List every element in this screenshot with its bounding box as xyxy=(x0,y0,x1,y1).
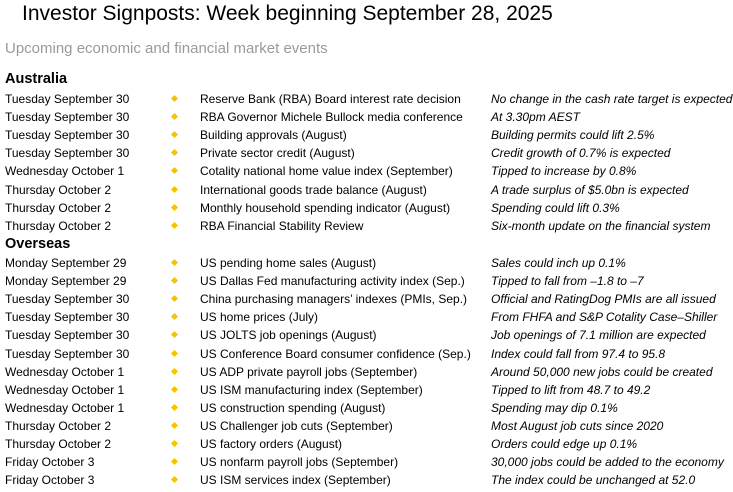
event-name: US ISM manufacturing index (September) xyxy=(200,382,423,397)
table-row xyxy=(0,345,733,363)
event-date: Monday September 29 xyxy=(5,256,127,270)
section-heading-australia: Australia xyxy=(5,71,68,87)
table-row xyxy=(0,162,733,180)
event-name: RBA Governor Michele Bullock media conference xyxy=(200,110,463,125)
event-note: Job openings of 7.1 million are expected xyxy=(491,328,706,343)
bullet-diamond-icon xyxy=(171,459,179,465)
page-subtitle: Upcoming economic and financial market events xyxy=(5,40,328,57)
event-name: US ISM services index (September) xyxy=(200,473,391,488)
event-note: Orders could edge up 0.1% xyxy=(491,437,638,451)
bullet-diamond-icon xyxy=(171,387,179,393)
event-date: Wednesday October 1 xyxy=(5,164,125,179)
bullet-diamond-icon xyxy=(171,441,179,447)
event-date: Friday October 3 xyxy=(5,455,95,470)
event-name: US Conference Board consumer confidence (Sep.) xyxy=(200,346,471,361)
event-note: Tipped to lift from 48.7 to 49.2 xyxy=(491,382,651,397)
event-name: US JOLTS job openings (August) xyxy=(200,328,377,343)
event-note: Building permits could lift 2.5% xyxy=(491,128,655,143)
event-note: Tipped to increase by 0.8% xyxy=(491,164,637,179)
event-date: Wednesday October 1 xyxy=(5,382,125,397)
event-date: Tuesday September 30 xyxy=(5,292,130,307)
bullet-diamond-icon xyxy=(171,296,179,302)
event-note: Index could fall from 97.4 to 95.8 xyxy=(491,346,666,361)
event-name: Monthly household spending indicator (August) xyxy=(200,200,451,215)
event-date: Friday October 3 xyxy=(5,473,95,488)
event-name: US nonfarm payroll jobs (September) xyxy=(200,455,399,470)
event-name: International goods trade balance (August) xyxy=(200,182,427,197)
bullet-diamond-icon xyxy=(171,423,179,429)
event-note: Sales could inch up 0.1% xyxy=(491,256,626,270)
event-date: Thursday October 2 xyxy=(5,218,112,233)
event-name: US Dallas Fed manufacturing activity index (Sep.) xyxy=(200,274,465,289)
table-row xyxy=(0,181,733,199)
table-row xyxy=(0,471,733,489)
bullet-diamond-icon xyxy=(171,114,179,120)
table-row xyxy=(0,217,733,235)
event-note: Six-month update on the financial system xyxy=(491,218,711,233)
event-note: Spending could lift 0.3% xyxy=(491,200,620,215)
event-note: No change in the cash rate target is expected xyxy=(491,92,733,106)
event-name: US Challenger job cuts (September) xyxy=(200,418,393,433)
table-row xyxy=(0,254,733,272)
event-note: Around 50,000 new jobs could be created xyxy=(491,364,713,379)
event-note: A trade surplus of $5.0bn is expected xyxy=(491,182,689,197)
table-row xyxy=(0,199,733,217)
event-date: Tuesday September 30 xyxy=(5,92,130,106)
bullet-diamond-icon xyxy=(171,96,179,102)
table-row xyxy=(0,308,733,326)
event-date: Monday September 29 xyxy=(5,274,127,289)
page-title: Investor Signposts: Week beginning September 28, 2025 xyxy=(22,2,553,25)
bullet-diamond-icon xyxy=(171,477,179,483)
bullet-diamond-icon xyxy=(171,223,179,229)
section-heading-overseas: Overseas xyxy=(5,236,71,252)
event-note: From FHFA and S&P Cotality Case–Shiller xyxy=(491,310,718,325)
bullet-diamond-icon xyxy=(171,205,179,211)
bullet-diamond-icon xyxy=(171,351,179,357)
bullet-diamond-icon xyxy=(171,132,179,138)
table-row xyxy=(0,290,733,308)
table-row xyxy=(0,399,733,417)
event-note: 30,000 jobs could be added to the economy xyxy=(491,455,724,470)
event-date: Tuesday September 30 xyxy=(5,110,130,125)
event-date: Tuesday September 30 xyxy=(5,328,130,343)
bullet-diamond-icon xyxy=(171,314,179,320)
event-note: At 3.30pm AEST xyxy=(491,110,580,125)
event-date: Tuesday September 30 xyxy=(5,146,130,161)
event-date: Tuesday September 30 xyxy=(5,346,130,361)
table-row xyxy=(0,363,733,381)
table-row xyxy=(0,144,733,162)
event-name: US construction spending (August) xyxy=(200,400,386,415)
event-name: US pending home sales (August) xyxy=(200,256,377,270)
bullet-diamond-icon xyxy=(171,168,179,174)
bullet-diamond-icon xyxy=(171,150,179,156)
event-name: US ADP private payroll jobs (September) xyxy=(200,364,418,379)
event-note: Official and RatingDog PMIs are all issued xyxy=(491,292,716,307)
event-date: Thursday October 2 xyxy=(5,418,112,433)
event-note: Most August job cuts since 2020 xyxy=(491,418,664,433)
event-name: China purchasing managers’ indexes (PMIs, Sep.) xyxy=(200,292,468,307)
event-note: The index could be unchanged at 52.0 xyxy=(491,473,696,488)
table-row xyxy=(0,126,733,144)
event-name: US home prices (July) xyxy=(200,310,319,325)
bullet-diamond-icon xyxy=(171,405,179,411)
bullet-diamond-icon xyxy=(171,369,179,375)
bullet-diamond-icon xyxy=(171,187,179,193)
event-date: Wednesday October 1 xyxy=(5,400,125,415)
event-name: US factory orders (August) xyxy=(200,437,343,451)
table-row xyxy=(0,272,733,290)
event-date: Tuesday September 30 xyxy=(5,310,130,325)
event-date: Wednesday October 1 xyxy=(5,364,125,379)
event-date: Tuesday September 30 xyxy=(5,128,130,143)
event-name: Private sector credit (August) xyxy=(200,146,355,161)
event-note: Credit growth of 0.7% is expected xyxy=(491,146,671,161)
event-name: RBA Financial Stability Review xyxy=(200,218,364,233)
table-row xyxy=(0,108,733,126)
table-row xyxy=(0,453,733,471)
table-row xyxy=(0,435,733,453)
event-name: Building approvals (August) xyxy=(200,128,347,143)
table-row xyxy=(0,90,733,108)
event-name: Reserve Bank (RBA) Board interest rate decision xyxy=(200,92,461,106)
bullet-diamond-icon xyxy=(171,332,179,338)
event-name: Cotality national home value index (September) xyxy=(200,164,453,179)
event-date: Thursday October 2 xyxy=(5,182,112,197)
event-note: Spending may dip 0.1% xyxy=(491,400,618,415)
table-row xyxy=(0,381,733,399)
event-note: Tipped to fall from –1.8 to –7 xyxy=(491,274,644,289)
bullet-diamond-icon xyxy=(171,278,179,284)
event-date: Thursday October 2 xyxy=(5,200,112,215)
bullet-diamond-icon xyxy=(171,260,179,266)
table-row xyxy=(0,326,733,344)
table-row xyxy=(0,417,733,435)
event-date: Thursday October 2 xyxy=(5,437,112,451)
